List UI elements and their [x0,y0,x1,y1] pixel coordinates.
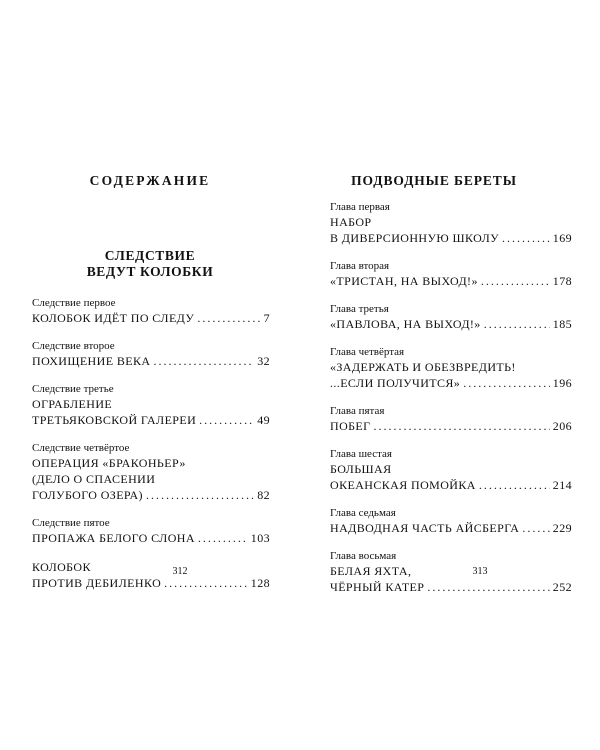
toc-entry-label: Глава пятая [330,405,385,417]
toc-entry-title: ОКЕАНСКАЯ ПОМОЙКА [330,478,476,492]
toc-entry-title-line: КОЛОБОК [32,560,91,574]
contents-heading: СОДЕРЖАНИЕ [89,173,211,188]
toc-entry[interactable] [330,404,572,434]
toc-page-number: 7 [263,311,270,325]
toc-entry-title: ЧЁРНЫЙ КАТЕР [330,580,425,594]
toc-entry-title: ПОХИЩЕНИЕ ВЕКА [32,354,151,368]
toc-entry-leader-line [330,230,572,246]
section-heading-line-1: СЛЕДСТВИЕ [104,248,196,263]
page-number-right: 313 [472,566,488,577]
toc-entry-label: Глава третья [330,303,389,315]
toc-entry[interactable] [330,447,572,493]
book-part-title: ПОДВОДНЫЕ БЕРЕТЫ [351,173,517,188]
toc-page-number: 103 [250,531,270,545]
toc-entry[interactable] [32,296,270,326]
right-toc [330,200,572,608]
toc-entry-leader-line [330,316,572,332]
toc-entry-title-line: НАБОР [330,215,372,229]
toc-entry-title-line: ОГРАБЛЕНИЕ [32,397,113,411]
toc-entry-leader-line [32,412,270,428]
toc-entry-leader-line [330,579,572,595]
toc-entry-title: ТРЕТЬЯКОВСКОЙ ГАЛЕРЕИ [32,413,197,427]
toc-entry-title-line: БОЛЬШАЯ [330,462,392,476]
toc-page-number: 32 [257,354,270,368]
dot-leader [481,273,550,289]
toc-entry-title: КОЛОБОК ИДЁТ ПО СЛЕДУ [32,311,195,325]
toc-entry[interactable] [330,302,572,332]
toc-entry[interactable] [330,200,572,246]
dot-leader [484,316,550,332]
dot-leader [522,520,549,536]
toc-entry-leader-line [32,353,270,369]
toc-entry-title-line: «ЗАДЕРЖАТЬ И ОБЕЗВРЕДИТЬ! [330,360,516,374]
section-heading [30,248,270,280]
toc-entry-label: Следствие первое [32,297,116,309]
toc-page-number: 214 [552,478,572,492]
toc-page-number: 206 [552,419,572,433]
right-page [300,0,600,750]
dot-leader [146,487,254,503]
toc-entry[interactable] [32,382,270,428]
dot-leader [197,310,260,326]
toc-entry-label: Глава седьмая [330,507,396,519]
toc-entry-label: Глава восьмая [330,550,397,562]
toc-entry-label: Глава шестая [330,448,392,460]
toc-entry-title: ПРОТИВ ДЕБИЛЕНКО [32,576,162,590]
toc-entry-leader-line [330,477,572,493]
toc-page-number: 185 [552,317,572,331]
dot-leader [479,477,550,493]
toc-entry[interactable] [330,506,572,536]
toc-page-number: 196 [552,376,572,390]
toc-entry-title-line: (ДЕЛО О СПАСЕНИИ [32,472,156,486]
toc-entry-label: Глава вторая [330,260,390,272]
toc-page-number: 169 [552,231,572,245]
toc-entry[interactable] [32,339,270,369]
left-toc [32,296,270,604]
toc-page-number: 82 [257,488,270,502]
toc-entry-label: Следствие пятое [32,517,110,529]
toc-page-number: 49 [257,413,270,427]
toc-entry-title: ПОБЕГ [330,419,371,433]
toc-entry-label: Следствие четвёртое [32,442,130,454]
toc-entry[interactable] [330,259,572,289]
toc-entry-leader-line [32,487,270,503]
toc-entry-leader-line [330,375,572,391]
dot-leader [427,579,549,595]
toc-entry[interactable] [32,516,270,546]
toc-entry-title: ...ЕСЛИ ПОЛУЧИТСЯ» [330,376,461,390]
toc-entry-title: ПРОПАЖА БЕЛОГО СЛОНА [32,531,195,545]
dot-leader [164,575,248,591]
toc-entry-title: НАДВОДНАЯ ЧАСТЬ АЙСБЕРГА [330,521,520,535]
toc-entry-leader-line [32,310,270,326]
toc-entry-leader-line [32,530,270,546]
dot-leader [374,418,550,434]
toc-entry[interactable] [32,441,270,503]
toc-entry-title: «ТРИСТАН, НА ВЫХОД!» [330,274,478,288]
dot-leader [198,530,248,546]
toc-page-number: 178 [552,274,572,288]
toc-entry-leader-line [330,520,572,536]
toc-entry-title: «ПАВЛОВА, НА ВЫХОД!» [330,317,481,331]
dot-leader [502,230,550,246]
toc-entry-title: ГОЛУБОГО ОЗЕРА) [32,488,143,502]
dot-leader [463,375,550,391]
toc-entry-label: Следствие третье [32,383,114,395]
toc-entry-label: Следствие второе [32,340,115,352]
toc-entry-leader-line [330,418,572,434]
dot-leader [153,353,254,369]
toc-entry-leader-line [330,273,572,289]
toc-entry-title: В ДИВЕРСИОННУЮ ШКОЛУ [330,231,500,245]
toc-entry-label: Глава четвёртая [330,346,405,358]
toc-entry-title-line: БЕЛАЯ ЯХТА, [330,564,412,578]
toc-entry[interactable] [330,345,572,391]
page-number-left: 312 [172,566,188,577]
toc-page-number: 128 [250,576,270,590]
toc-entry-leader-line [32,575,270,591]
dot-leader [199,412,254,428]
toc-page-number: 252 [552,580,572,594]
toc-entry-label: Глава первая [330,201,390,213]
toc-page-number: 229 [552,521,572,535]
toc-entry-title-line: ОПЕРАЦИЯ «БРАКОНЬЕР» [32,456,186,470]
section-heading-line-2: ВЕДУТ КОЛОБКИ [86,264,214,279]
